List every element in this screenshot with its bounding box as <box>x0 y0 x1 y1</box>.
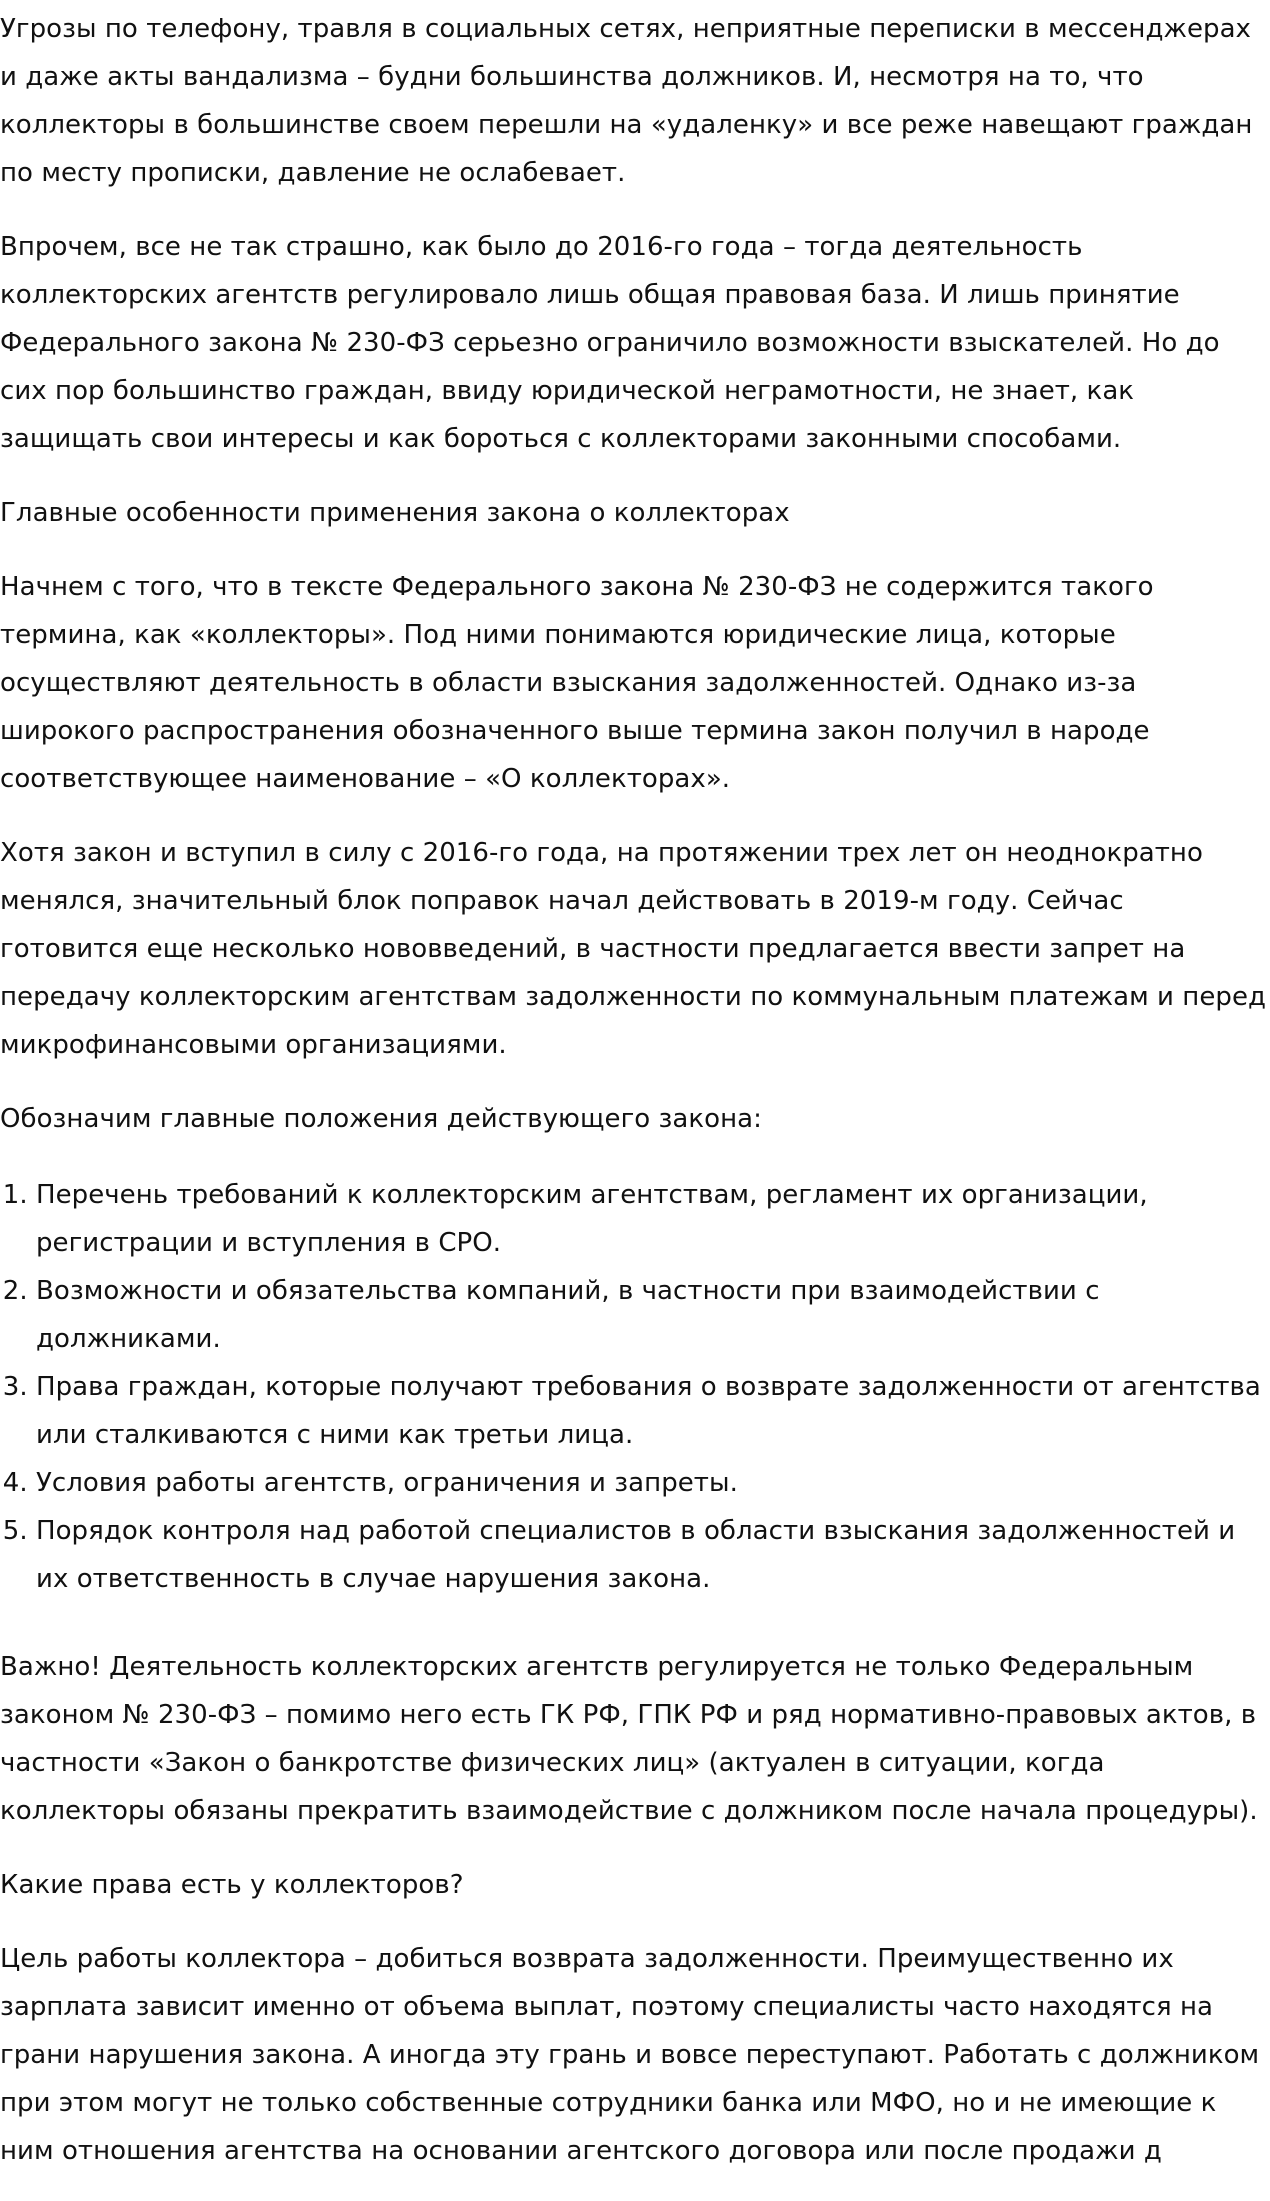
list-item: 5. Порядок контроля над работой специалистов в области взыскания задолженностей и их ответственность в случае нарушения закона. <box>36 1507 1268 1603</box>
provisions-list <box>0 1171 1268 1603</box>
list-item: 2. Возможности и обязательства компаний, в частности при взаимодействии с должниками. <box>36 1267 1268 1363</box>
intro-paragraph: Угрозы по телефону, травля в социальных сетях, неприятные переписки в мессенджерах и даже акты вандализма – будни большинства должников. И, несмотря на то, что коллекторы в большинстве своем перешли на «удаленку» и все реже навещают граждан по месту прописки, давление не ослабевает. <box>0 14 1253 188</box>
list-item: 4. Условия работы агентств, ограничения и запреты. <box>36 1459 1268 1507</box>
list-item: 1. Перечень требований к коллекторским агентствам, регламент их организации, регистрации и вступления в СРО. <box>36 1171 1268 1267</box>
terminology-paragraph: Начнем с того, что в тексте Федерального закона № 230-ФЗ не содержится такого термина, как «коллекторы». Под ними понимаются юридические лица, которые осуществляют деятельность в области взыскания задолженностей. Однако из-за широкого распространения обозначенного выше термина закон получил в народе соответствующее наименование – «О коллекторах». <box>0 572 1154 794</box>
list-item: 3. Права граждан, которые получают требования о возврате задолженности от агентства или сталкиваются с ними как третьи лица. <box>36 1363 1268 1459</box>
section-heading-rights: Какие права есть у коллекторов? <box>0 1870 464 1900</box>
history-paragraph: Впрочем, все не так страшно, как было до 2016-го года – тогда деятельность коллекторских агентств регулировало лишь общая правовая база. И лишь принятие Федерального закона № 230-ФЗ серьезно ограничило возможности взыскателей. Но до сих пор большинство граждан, ввиду юридической неграмотности, не знает, как защищать свои интересы и как бороться с коллекторами законными способами. <box>0 232 1220 454</box>
amendments-paragraph: Хотя закон и вступил в силу с 2016-го года, на протяжении трех лет он неоднократно менялся, значительный блок поправок начал действовать в 2019-м году. Сейчас готовится еще несколько нововведений, в частности предлагается ввести запрет на передачу коллекторским агентствам задолженности по коммунальным платежам и перед микрофинансовыми организациями. <box>0 838 1267 1060</box>
important-note-paragraph: Важно! Деятельность коллекторских агентств регулируется не только Федеральным законом № 230-ФЗ – помимо него есть ГК РФ, ГПК РФ и ряд нормативно-правовых актов, в частности «Закон о банкротстве физических лиц» (актуален в ситуации, когда коллекторы обязаны прекратить взаимодействие с должником после начала процедуры). <box>0 1652 1258 1826</box>
collector-goal-paragraph: Цель работы коллектора – добиться возврата задолженности. Преимущественно их зарплата зависит именно от объема выплат, поэтому специалисты часто находятся на грани нарушения закона. А иногда эту грань и вовсе переступают. Работать с должником при этом могут не только собственные сотрудники банка или МФО, но и не имеющие к ним отношения агентства на основании агентского договора или после продажи д <box>0 1944 1260 2166</box>
section-heading-main-features: Главные особенности применения закона о коллекторах <box>0 498 790 528</box>
provisions-intro-paragraph: Обозначим главные положения действующего закона: <box>0 1104 762 1134</box>
